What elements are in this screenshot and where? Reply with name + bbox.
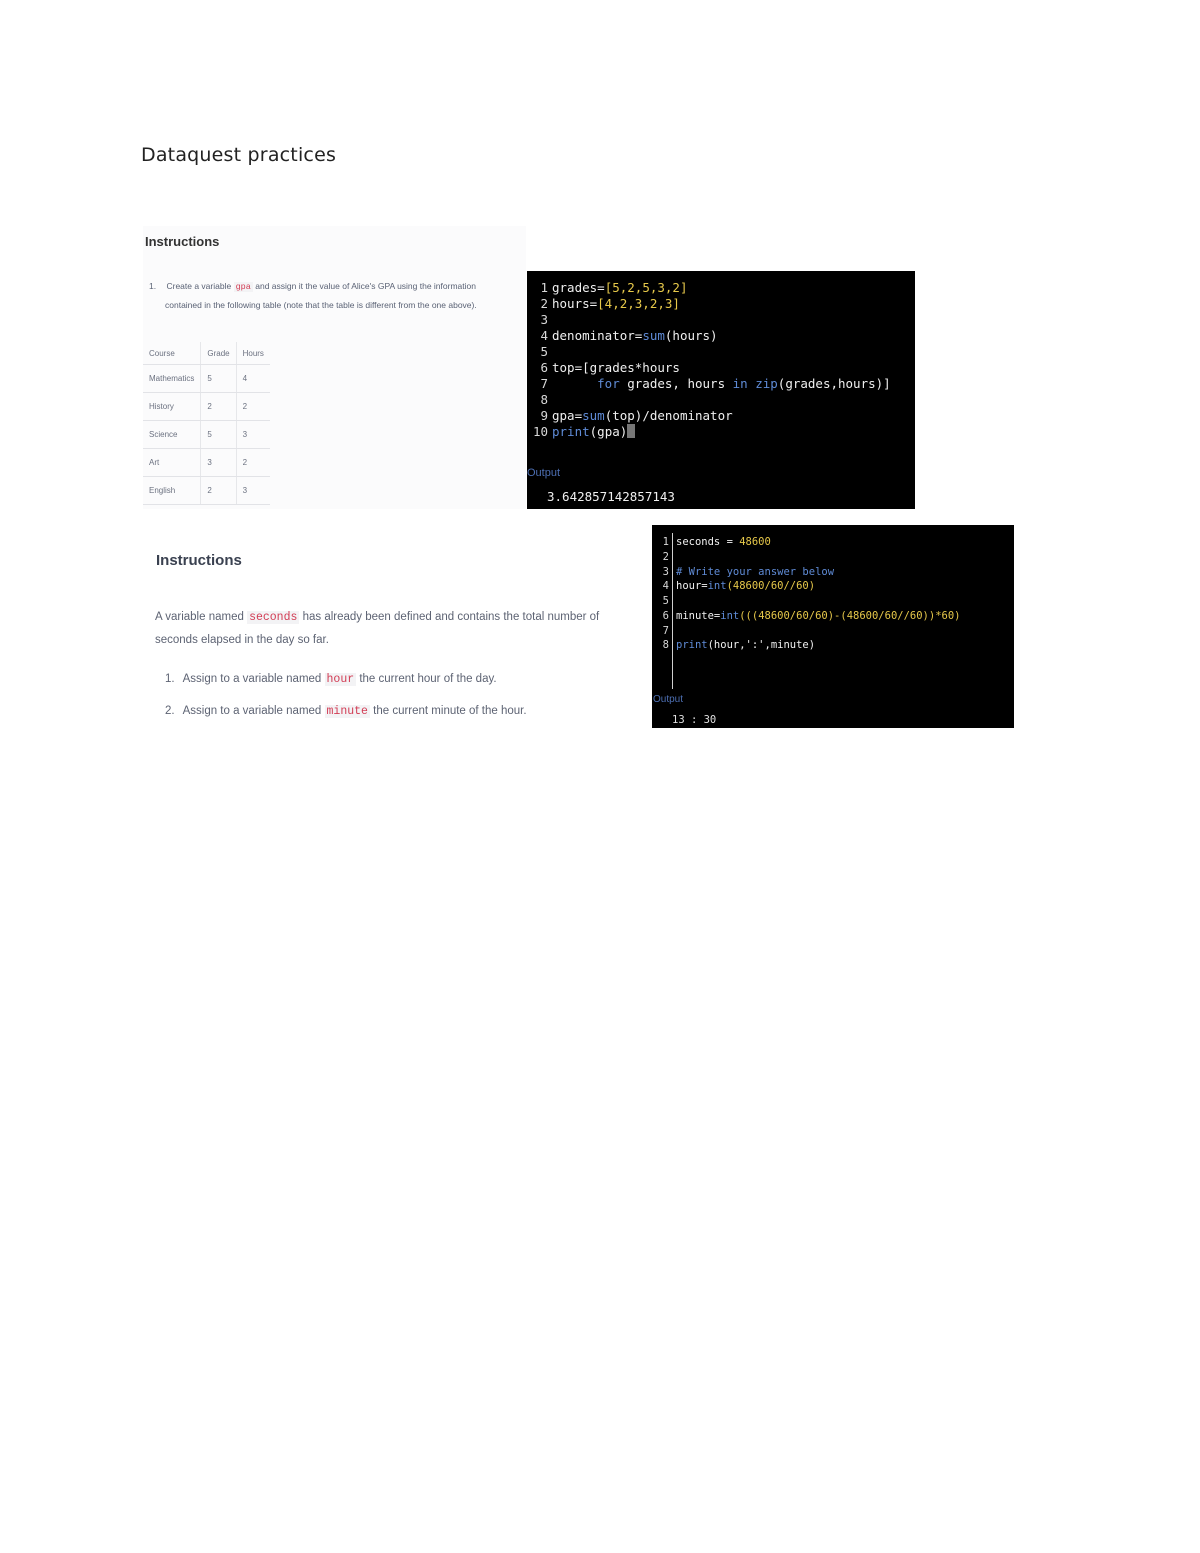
inline-code-hour: hour xyxy=(326,673,355,686)
code-token: int xyxy=(720,610,740,622)
line-number: 6 xyxy=(662,610,669,622)
code-line xyxy=(652,580,815,592)
code-token: in xyxy=(732,376,748,391)
table-cell: English xyxy=(143,477,201,505)
code-line xyxy=(527,360,680,375)
table-row xyxy=(143,449,270,477)
code-token: sum xyxy=(642,328,665,343)
task-text-part1: Create a variable xyxy=(166,281,232,291)
instructions-panel-time xyxy=(155,540,640,730)
output-label: Output xyxy=(527,467,561,479)
code-token: grades= xyxy=(552,280,605,295)
item-number: 1. xyxy=(165,673,175,685)
line-number: 2 xyxy=(540,296,548,311)
code-token: zip xyxy=(747,376,778,391)
line-number: 7 xyxy=(540,376,548,391)
code-token: int xyxy=(707,580,727,592)
table-header-row xyxy=(143,342,270,365)
code-token: sum xyxy=(582,408,605,423)
code-token: (top)/denominator xyxy=(604,408,733,423)
header-grade: Grade xyxy=(201,342,236,365)
line-number: 2 xyxy=(662,551,669,563)
code-line xyxy=(527,424,635,439)
code-line xyxy=(652,551,676,563)
task-text-part2: and assign it the value of Alice's GPA using the information xyxy=(255,281,476,291)
table-cell: 5 xyxy=(201,421,236,449)
code-line xyxy=(527,376,891,391)
code-line xyxy=(652,595,676,607)
line-number: 9 xyxy=(540,408,548,423)
line-number: 3 xyxy=(540,312,548,327)
table-cell: 3 xyxy=(201,449,236,477)
code-editor-gpa xyxy=(527,271,915,509)
table-cell: 3 xyxy=(236,477,270,505)
table-cell: 2 xyxy=(236,449,270,477)
output-label: Output xyxy=(653,694,684,705)
code-token: [4,2,3,2,3] xyxy=(597,296,680,311)
code-token: grades, hours xyxy=(619,376,733,391)
code-token: (hours) xyxy=(664,328,718,343)
code-token: (grades,hours)] xyxy=(777,376,891,391)
line-number: 7 xyxy=(662,625,669,637)
code-line xyxy=(527,344,552,359)
code-line xyxy=(527,408,733,423)
table-cell: History xyxy=(143,393,201,421)
code-line xyxy=(527,296,680,311)
code-line xyxy=(527,280,687,295)
instructions-heading: Instructions xyxy=(145,234,220,249)
table-row xyxy=(143,477,270,505)
code-line xyxy=(652,610,961,622)
para-part2: has already been defined and contains the total number of xyxy=(302,611,600,623)
instructions-heading: Instructions xyxy=(156,552,242,569)
code-line xyxy=(652,536,771,548)
inline-code-seconds: seconds xyxy=(249,611,298,624)
code-token: denominator= xyxy=(552,328,643,343)
table-cell: Science xyxy=(143,421,201,449)
list-item xyxy=(165,673,497,686)
task-text xyxy=(149,277,525,314)
output-value: 3.642857142857143 xyxy=(547,489,675,504)
item-number: 2. xyxy=(165,705,175,717)
instructions-paragraph xyxy=(155,606,640,652)
table-row xyxy=(143,365,270,393)
code-token: (hour,':',minute) xyxy=(707,639,816,651)
code-line xyxy=(652,566,834,578)
item-text: Assign to a variable named xyxy=(182,705,322,717)
instructions-panel-gpa xyxy=(143,226,526,509)
item-text: the current minute of the hour. xyxy=(373,705,527,717)
code-line xyxy=(652,625,676,637)
code-line xyxy=(652,639,815,651)
table-cell: 2 xyxy=(201,477,236,505)
code-token: top=[grades*hours xyxy=(552,360,680,375)
line-number: 1 xyxy=(662,536,669,548)
line-number: 6 xyxy=(540,360,548,375)
line-number: 3 xyxy=(662,566,669,578)
code-line xyxy=(527,328,718,343)
table-cell: 2 xyxy=(201,393,236,421)
grades-table xyxy=(143,342,270,505)
code-line xyxy=(527,312,552,327)
line-number: 4 xyxy=(540,328,548,343)
output-value: 13 : 30 xyxy=(672,714,717,726)
list-item xyxy=(165,705,527,718)
header-course: Course xyxy=(143,342,201,365)
code-token: (48600/60//60) xyxy=(726,580,816,592)
para-line2: seconds elapsed in the day so far. xyxy=(155,634,329,646)
line-number: 10 xyxy=(532,424,548,439)
code-token: 48600 xyxy=(739,536,771,548)
code-comment: # Write your answer below xyxy=(676,566,835,578)
inline-code-minute: minute xyxy=(326,705,368,718)
code-editor-time xyxy=(652,525,1014,728)
code-token: minute= xyxy=(676,610,721,622)
para-part1: A variable named xyxy=(155,611,244,623)
task-text-line2: contained in the following table (note that the table is different from the one above). xyxy=(165,300,477,310)
inline-code-gpa: gpa xyxy=(235,282,251,292)
table-cell: Mathematics xyxy=(143,365,201,393)
table-cell: 4 xyxy=(236,365,270,393)
line-number: 8 xyxy=(662,639,669,651)
header-hours: Hours xyxy=(236,342,270,365)
code-token: gpa= xyxy=(552,408,583,423)
code-token: (gpa) xyxy=(589,424,628,439)
code-token: print xyxy=(676,639,708,651)
code-line xyxy=(527,392,552,407)
line-number: 1 xyxy=(540,280,548,295)
code-token: (((48600/60/60)-(48600/60//60))*60) xyxy=(739,610,961,622)
document-title: Dataquest practices xyxy=(141,144,337,166)
code-token: seconds = xyxy=(676,536,740,548)
item-text: Assign to a variable named xyxy=(182,673,322,685)
table-cell: 2 xyxy=(236,393,270,421)
table-cell: 5 xyxy=(201,365,236,393)
table-row xyxy=(143,393,270,421)
table-cell: 3 xyxy=(236,421,270,449)
line-number: 8 xyxy=(540,392,548,407)
table-row xyxy=(143,421,270,449)
text-cursor xyxy=(627,424,635,438)
code-token: hour= xyxy=(676,580,708,592)
task-number: 1. xyxy=(149,281,157,291)
line-number: 5 xyxy=(662,595,669,607)
table-cell: Art xyxy=(143,449,201,477)
line-number: 4 xyxy=(662,580,669,592)
code-token: print xyxy=(552,424,590,439)
item-text: the current hour of the day. xyxy=(359,673,497,685)
code-token: [5,2,5,3,2] xyxy=(604,280,688,295)
code-token: for xyxy=(597,376,620,391)
line-number: 5 xyxy=(540,344,548,359)
code-token: hours= xyxy=(552,296,598,311)
